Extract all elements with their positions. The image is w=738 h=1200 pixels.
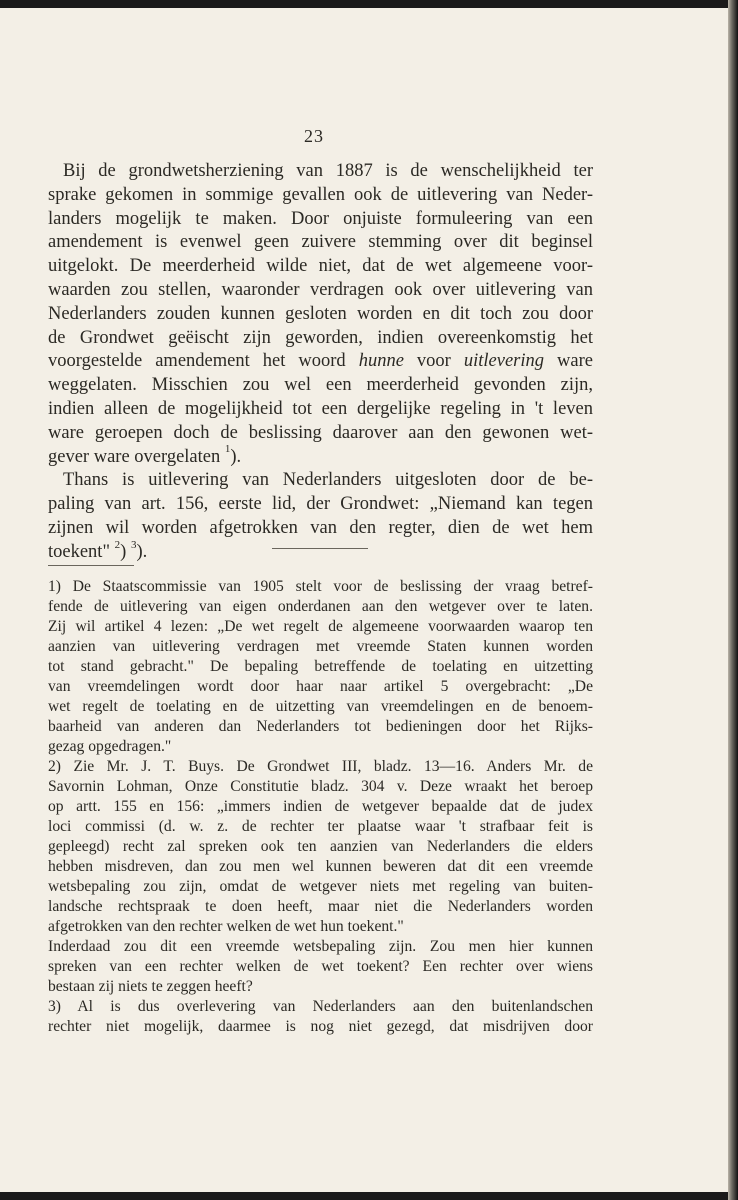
footnote-line: afgetrokken van den rechter welken de wet hun toekent." bbox=[48, 918, 404, 935]
text-fragment: ). bbox=[230, 446, 242, 467]
text-line: amendement is evenwel geen zuivere stemming over dit beginsel bbox=[48, 232, 593, 253]
text-line: indien alleen de mogelijkheid tot een dergelijke regeling in 't leven bbox=[48, 398, 593, 419]
footnote-line: 2) Zie Mr. J. T. Buys. De Grondwet III, bladz. 13—16. Anders Mr. de bbox=[48, 758, 593, 775]
footnote-divider bbox=[48, 565, 134, 566]
page-number: 23 bbox=[304, 126, 324, 146]
footnote-line: Savornin Lohman, Onze Constitutie bladz. 304 v. Deze wraakt het beroep bbox=[48, 778, 593, 795]
text-line: weggelaten. Misschien zou wel een meerderheid gevonden zijn, bbox=[48, 375, 593, 396]
footnote-line: gepleegd) recht zal spreken ook ten aanzien van Nederlanders die elders bbox=[48, 838, 593, 855]
footnote-line: gezag opgedragen." bbox=[48, 738, 172, 755]
page-edge-shadow bbox=[728, 0, 738, 1200]
footnote-line: Zij wil artikel 4 lezen: „De wet regelt de algemeene voorwaarden waarop ten bbox=[48, 618, 593, 635]
footnote-line: bestaan zij niets te zeggen heeft? bbox=[48, 978, 253, 995]
footnotes bbox=[48, 577, 593, 1037]
text-fragment: voorgestelde amendement het woord bbox=[48, 351, 359, 372]
text-line bbox=[48, 538, 593, 565]
text-line: zijnen wil worden afgetrokken van den regter, dien de wet hem bbox=[48, 517, 593, 538]
text-line: waarden zou stellen, waaronder verdragen ook over uitlevering van bbox=[48, 279, 593, 300]
footnote-ref: 1 bbox=[224, 443, 231, 456]
text-fragment: ) bbox=[120, 541, 131, 562]
footnote-line: spreken van een rechter welken de wet toekent? Een rechter over wiens bbox=[48, 958, 593, 975]
italic-word: hunne bbox=[358, 351, 404, 372]
text-fragment: gever ware overgelaten bbox=[48, 446, 225, 467]
footnote-line: wet regelt de toelating en de uitzetting van vreemdelingen en de benoem- bbox=[48, 698, 593, 715]
text-line: Nederlanders zouden kunnen gesloten worden en dit toch zou door bbox=[48, 303, 593, 324]
text-fragment: toekent" bbox=[48, 541, 115, 562]
footnote-line: loci commissi (d. w. z. de rechter ter plaatse waar 't strafbaar feit is bbox=[48, 818, 593, 835]
book-page bbox=[0, 8, 728, 1192]
text-line: paling van art. 156, eerste lid, der Grondwet: „Niemand kan tegen bbox=[48, 494, 593, 515]
text-line bbox=[48, 443, 593, 470]
footnote-line: 3) Al is dus overlevering van Nederlanders aan den buitenlandschen bbox=[48, 998, 593, 1015]
text-line: Bij de grondwetsherziening van 1887 is de wenschelijkheid ter bbox=[63, 161, 593, 181]
italic-word: uitlevering bbox=[463, 351, 545, 372]
footnote-line: landsche rechtspraak te doen heeft, maar niet die Nederlanders worden bbox=[48, 898, 593, 915]
text-line: de Grondwet geëischt zijn geworden, indien overeenkomstig het bbox=[48, 327, 593, 348]
footnote-line: Inderdaad zou dit een vreemde wetsbepaling zijn. Zou men hier kunnen bbox=[48, 938, 593, 955]
footnote-line: wetsbepaling zou zijn, omdat de wetgever niets met regeling van buiten- bbox=[48, 878, 593, 895]
main-text bbox=[48, 160, 593, 565]
text-fragment: ware bbox=[544, 351, 593, 372]
footnote-line: van vreemdelingen wordt door haar naar artikel 5 overgebracht: „De bbox=[48, 678, 593, 695]
text-fragment: voor bbox=[403, 351, 464, 372]
text-line: landers mogelijk te maken. Door onjuiste formuleering van een bbox=[48, 208, 593, 229]
text-line: Thans is uitlevering van Nederlanders uitgesloten door de be- bbox=[63, 470, 593, 491]
footnote-line: baarheid van anderen dan Nederlanders tot bedieningen door het Rijks- bbox=[48, 718, 593, 735]
text-line bbox=[48, 350, 593, 374]
text-line: ware geroepen doch de beslissing daarover aan den gewonen wet- bbox=[48, 422, 593, 443]
text-line: uitgelokt. De meerderheid wilde niet, dat de wet algemeene voor- bbox=[48, 256, 593, 277]
footnote-ref: 2 bbox=[114, 538, 121, 551]
text-fragment: ). bbox=[136, 541, 148, 562]
section-divider bbox=[272, 548, 368, 549]
footnote-line: op artt. 155 en 156: „immers indien de wetgever bepaalde dat de judex bbox=[48, 798, 593, 815]
footnote-line: hebben misdreven, dan zou men wel kunnen beweren dat dit een vreemde bbox=[48, 858, 593, 875]
footnote-line: tot stand gebracht." De bepaling betreffende de toelating en uitzetting bbox=[48, 658, 593, 675]
footnote-line: fende de uitlevering van eigen onderdanen aan den wetgever over te laten. bbox=[48, 598, 593, 615]
footnote-line: rechter niet mogelijk, daarmee is nog niet gezegd, dat misdrijven door bbox=[48, 1018, 593, 1035]
text-line: sprake gekomen in sommige gevallen ook de uitlevering van Neder- bbox=[48, 184, 593, 205]
footnote-ref: 3 bbox=[130, 538, 137, 551]
footnote-line: aanzien van uitlevering verdragen met vreemde Staten kunnen worden bbox=[48, 638, 593, 655]
footnote-line: 1) De Staatscommissie van 1905 stelt voor de beslissing der vraag betref- bbox=[48, 578, 593, 595]
